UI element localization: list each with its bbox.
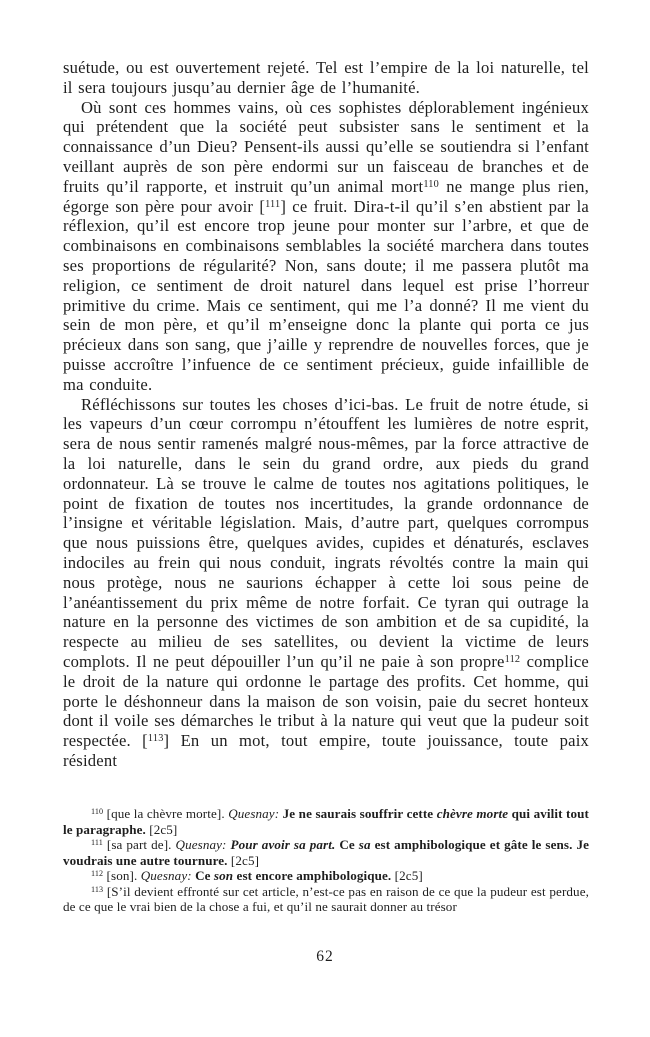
footnote-number: 113 (91, 884, 104, 894)
footnote: $^{112}$ [son]. Quesnay: Ce son est encore amphibologique. [2c5] (91, 868, 423, 883)
footnote-ref: 112 (504, 654, 521, 666)
paragraph: suétude, ou est ouvertement rejeté. Tel est l’empire de la loi naturelle, tel il sera toujours jusqu’au dernier âge de l’humanité. (63, 58, 589, 97)
footnote-ref: 111 (265, 198, 281, 210)
page-number: 62 (316, 948, 334, 965)
paragraph: Réfléchissons sur toutes les choses d’ici-bas. Le fruit de notre étude, si les vapeurs d’un cœur corrompu n’étouffent les lumières de notre esprit, sera de nous sentir ramenés malgré nous-mêmes, par la force attractive de la loi naturelle, dans le sein du grand ordre, aux pieds du grand ordonnateur. Là se trouve le calme de toutes nos agitations politiques, le point de fixation de toutes nos incertitudes, la grande ordonnance de l’insigne et véritable législation. Mais, d’autre part, quelques corrompus que nous puissions être, quelques avides, cupides et dénaturés, esclaves indociles au frein qui nous conduit, ingrats révoltés contre la main qui nous protège, nous ne saurions échapper à cette loi sous peine de l’anéantissement du prix même de notre forfait. Ce tyran qui outrage la nature en la personne des victimes de son ambition et de sa cupidité, la respecte au milieu de ses satellites, ou devient la victime de leurs complots. Il ne peut dépouiller l’un qu’il ne paie à son propre$^{112}$ complice le droit de la nature qui ordonne le partage des profits. Cet homme, qui porte le déshonneur dans la maison de son voisin, paie du secret honteux dont il voile ses démarches le tribut à la nature qui veut que la pudeur soit respectée. [$^{113}$] En un mot, tout empire, toute jouissance, toute paix résident (63, 394, 590, 770)
footnote-number: 111 (91, 838, 103, 848)
paragraph: Où sont ces hommes vains, où ces sophistes déplorablement ingénieux qui prétendent que la société peut subsister sans le sentiment et la connaissance d’un Dieu? Pensent-ils aussi qu’elle se soutiendra si l’enfant veillant auprès de son père endormi sur un faisceau de branches et de fruits qu’il rapporte, et instruit qu’un animal mort$^{110}$ ne mange plus rien, égorge son père pour avoir [$^{111}$] ce fruit. Dira-t-il qu’il s’en abstient par la réflexion, qu’il est encore trop jeune pour monter sur l’arbre, et que de combinaisons en combinaisons semblables la société marchera dans toutes ses proportions de régularité? Non, sans doute; il me passera plutôt ma religion, ce sentiment de droit naturel dans lequel est prise l’horreur primitive du crime. Mais ce sentiment, qui me l’a donné? Il me vient du sein de mon père, et qu’il m’enseigne donc la plante qui porta ce jus précieux dans son sang, que j’aille y reprendre de nouvelles forces, que je puisse accroître l’infuence de ce sentiment précieux, guide infaillible de ma conduite. (63, 97, 589, 394)
footnote-ref: 110 (423, 179, 439, 191)
footnote: $^{110}$ [que la chèvre morte]. Quesnay: Je ne saurais souffrir cette chèvre morte qui avilit tout le paragraphe. [2c5] (63, 806, 590, 837)
footnote-number: 112 (91, 869, 104, 879)
footnotes-section (63, 806, 589, 915)
footnote: $^{113}$ [S’il devient effronté sur cet article, n’est-ce pas en raison de ce que la pudeur est perdue, de ce que le vrai bien de la chose a fui, et qu’il ne saurait donner au trésor (63, 883, 589, 914)
footnote: $^{111}$ [sa part de]. Quesnay: Pour avoir sa part. Ce sa est amphibologique et gâte le sens. Je voudrais une autre tournure. [2c5] (63, 837, 590, 868)
body-text (63, 58, 589, 771)
footnote-number: 110 (91, 807, 104, 817)
footnote-ref: 113 (147, 733, 164, 745)
